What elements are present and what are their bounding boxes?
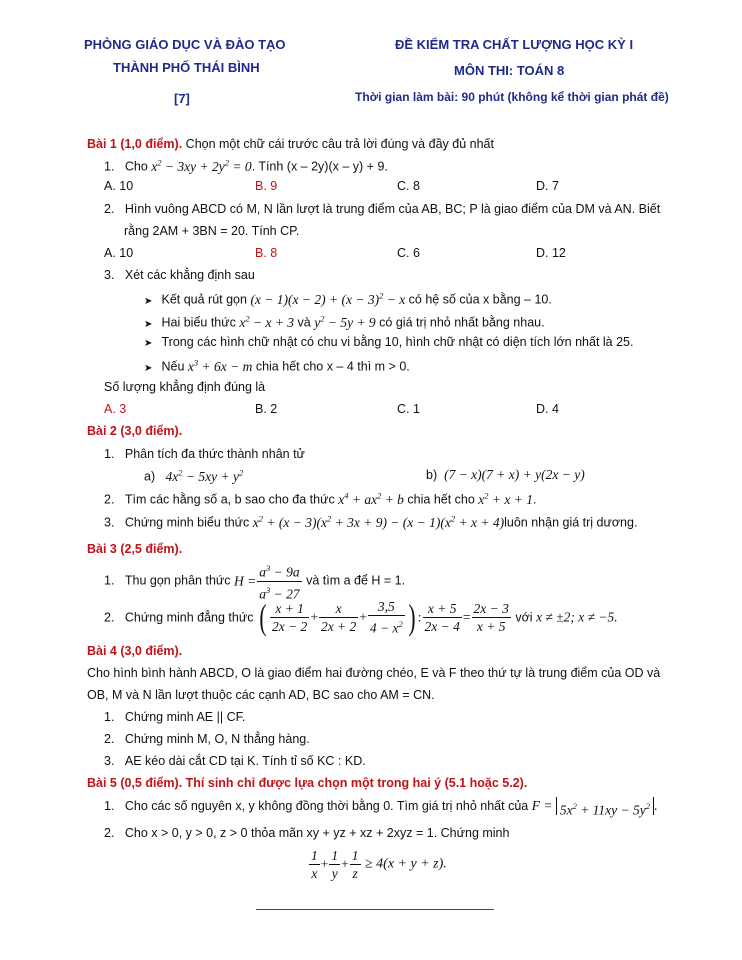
- statement-text: Trong các hình chữ nhật có chu vi bằng 10, hình chữ nhật có diện tích lớn nhất là 25.: [161, 335, 634, 349]
- bai1-q1-text-post: . Tính (x – 2y)(x – y) + 9.: [251, 159, 388, 174]
- bai1-q2-line2: rằng 2AM + 3BN = 20. Tính CP.: [124, 224, 300, 238]
- formula: $y^2 - 5y + 9$: [314, 313, 376, 330]
- statement-text-mid: và: [294, 315, 315, 330]
- formula-condition: x ≠ ±2; x ≠ −5.: [536, 609, 618, 625]
- part-label: a): [144, 469, 156, 484]
- bai3-title: Bài 3 (2,5 điểm).: [87, 542, 183, 556]
- bai2-q1-text: Phân tích đa thức thành nhân tử: [124, 447, 305, 461]
- statement-text: Kết quả rút gọn: [161, 292, 251, 307]
- header-city: THÀNH PHỐ THÁI BÌNH: [113, 60, 260, 75]
- statement-text-post: có hệ số của x bằng – 10.: [405, 292, 552, 307]
- statement-text-post: chia hết cho x – 4 thì m > 0.: [252, 359, 410, 374]
- fraction: $\frac{1}{x}$: [311, 848, 318, 881]
- question-number: 1.: [104, 710, 115, 724]
- formula: F =: [531, 798, 556, 813]
- question-number: 2.: [104, 826, 115, 840]
- formula: $x^3 + 6x - m$: [187, 357, 253, 374]
- formula: $4x^2 - 5xy + y^2$: [165, 467, 244, 484]
- fraction: $\frac{3,5}{4 - x^2}$: [369, 599, 403, 636]
- bai4-text-line2: OB, M và N lần lượt thuộc các cạnh AD, BC sao cho AM = CN.: [87, 688, 435, 702]
- formula: $x^2 + (x - 3)(x^2 + 3x + 9) - (x - 1)(x^2 + x + 4)$: [252, 513, 505, 530]
- fraction: $\frac{x + 1}{2x - 2}$: [271, 600, 308, 634]
- header-subject: MÔN THI: TOÁN 8: [454, 63, 565, 78]
- question-number: 1.: [104, 159, 115, 174]
- formula: $x^2 + x + 1$: [478, 490, 534, 507]
- bai2-title: Bài 2 (3,0 điểm).: [87, 424, 183, 438]
- bai1-q3-intro: Xét các khẳng định sau: [124, 268, 255, 282]
- bai4-q2: [104, 732, 310, 746]
- bai2-q1a: [144, 467, 243, 485]
- statement-text: Nếu: [161, 359, 188, 374]
- fraction: $\frac{a^3 - 9a}{a^3 - 27}$: [257, 560, 301, 602]
- formula: $(x - 1)(x - 2) + (x - 3)^2 - x$: [250, 290, 406, 307]
- arrow-bullet-icon: ➤: [144, 318, 153, 330]
- formula: H =: [234, 573, 257, 589]
- fraction: $\frac{2x - 3}{x + 5}$: [473, 600, 509, 634]
- statement-3: [144, 335, 633, 349]
- bai2-q1: [104, 447, 305, 461]
- bai3-q2-text: Chứng minh đẳng thức: [124, 610, 257, 625]
- question-number: 3.: [104, 515, 115, 530]
- statement-text-post: có giá trị nhỏ nhất bằng nhau.: [375, 315, 545, 330]
- formula: $x^4 + ax^2 + b$: [338, 490, 404, 507]
- question-number: 2.: [104, 492, 115, 507]
- option-a: A. 10: [104, 179, 134, 193]
- bai3-q2-with: với: [511, 610, 537, 625]
- bai4-q3: [104, 754, 366, 768]
- bai5-q2-text: Cho x > 0, y > 0, z > 0 thỏa mãn xy + yz + xz + 2xyz = 1. Chứng minh: [124, 826, 510, 840]
- bai3-q1-text: Thu gọn phân thức: [124, 573, 234, 588]
- option-b: B. 2: [255, 402, 278, 416]
- bai4-text-line1: Cho hình bình hành ABCD, O là giao điểm hai đường chéo, E và F theo thứ tự là trung điểm của OD và: [87, 666, 661, 680]
- question-number: 3.: [104, 268, 115, 282]
- question-number: 1.: [104, 799, 115, 813]
- question-number: 2.: [104, 202, 115, 216]
- option-b: B. 9: [255, 179, 278, 193]
- bai1-q2-text: Hình vuông ABCD có M, N lần lượt là trung điểm của AB, BC; P là giao điểm của DM và AN. Biết: [124, 202, 661, 216]
- option-a: A. 3: [104, 402, 127, 416]
- question-number: 2.: [104, 732, 115, 746]
- question-number: 1.: [104, 573, 115, 588]
- bottom-divider: [256, 909, 494, 910]
- bai2-q2-text-mid: chia hết cho: [403, 492, 479, 507]
- option-d: D. 12: [536, 246, 566, 260]
- bai1-q3-question: Số lượng khẳng định đúng là: [104, 380, 266, 394]
- header-exam-code: [7]: [174, 91, 190, 106]
- fraction: $\frac{x + 5}{2x - 4}$: [424, 600, 460, 634]
- bai5-q2-inequality: $\frac{1}{x}$ + $\frac{1}{y}$ + $\frac{1}{z}$ ≥ 4(x + y + z).: [311, 848, 447, 881]
- bai1-heading: [87, 137, 494, 151]
- question-number: 1.: [104, 447, 115, 461]
- arrow-bullet-icon: ➤: [144, 362, 153, 374]
- option-d: D. 7: [536, 179, 559, 193]
- formula-abs: $5x^2 + 11xy - 5y^2$: [556, 797, 654, 815]
- fraction: $\frac{1}{z}$: [351, 848, 359, 881]
- question-number: 2.: [104, 610, 115, 625]
- bai5-title: Bài 5 (0,5 điểm). Thí sinh chỉ được lựa chọn một trong hai ý (5.1 hoặc 5.2).: [87, 776, 528, 790]
- bai5-q1: 1. Cho các số nguyên x, y không đồng thời bằng 0. Tìm giá trị nhỏ nhất của $F = 5x^2 + 11xy - 5y^2$ .: [104, 798, 658, 818]
- bai4-q1-text: Chứng minh AE || CF.: [124, 710, 246, 724]
- bai3-q1: [104, 560, 405, 602]
- header-exam-title: ĐỀ KIỂM TRA CHẤT LƯỢNG HỌC KỲ I: [395, 37, 634, 52]
- arrow-bullet-icon: ➤: [144, 295, 153, 307]
- bai2-q1b: [426, 467, 585, 483]
- bai4-q3-text: AE kéo dài cắt CD tại K. Tính tỉ số KC : KD.: [124, 754, 366, 768]
- statement-2: [144, 313, 545, 331]
- formula: $x^2 - 3xy + 2y^2 = 0$: [151, 157, 252, 174]
- fraction: $\frac{1}{y}$: [331, 848, 339, 881]
- bai2-q2: [104, 490, 537, 508]
- bai2-q3: [104, 513, 637, 531]
- statement-text: Hai biểu thức: [161, 315, 240, 330]
- option-b: B. 8: [255, 246, 278, 260]
- bai2-q3-text-post: luôn nhận giá trị dương.: [504, 515, 638, 530]
- option-d: D. 4: [536, 402, 559, 416]
- bai2-q2-text: Tìm các hằng số a, b sao cho đa thức: [124, 492, 339, 507]
- paren-open: (: [259, 597, 267, 638]
- option-c: C. 1: [397, 402, 420, 416]
- bai3-q1-text-post: và tìm a để H = 1.: [302, 573, 406, 588]
- bai1-q2-line1: [104, 202, 660, 216]
- paren-close: ): [408, 597, 416, 638]
- bai1-title: Bài 1 (1,0 điểm).: [87, 137, 183, 151]
- bai1-instruction: Chọn một chữ cái trước câu trả lời đúng và đầy đủ nhất: [182, 137, 494, 151]
- statement-1: [144, 290, 552, 308]
- header-department: PHÒNG GIÁO DỤC VÀ ĐÀO TẠO: [84, 37, 286, 52]
- bai5-q2: [104, 826, 509, 840]
- bai2-q2-text-post: .: [533, 492, 537, 507]
- bai4-q1: [104, 710, 245, 724]
- option-c: C. 6: [397, 246, 420, 260]
- statement-4: [144, 357, 410, 375]
- question-number: 3.: [104, 754, 115, 768]
- bai5-q1-text: Cho các số nguyên x, y không đồng thời bằng 0. Tìm giá trị nhỏ nhất của: [124, 799, 532, 813]
- part-label: b): [426, 468, 438, 482]
- bai1-q1: [104, 157, 388, 175]
- bai4-title: Bài 4 (3,0 điểm).: [87, 644, 183, 658]
- bai1-q3: [104, 268, 255, 282]
- option-c: C. 8: [397, 179, 420, 193]
- bai4-q2-text: Chứng minh M, O, N thẳng hàng.: [124, 732, 310, 746]
- formula: (7 − x)(7 + x) + y(2x − y): [444, 467, 585, 482]
- arrow-bullet-icon: ➤: [144, 338, 153, 349]
- fraction: $\frac{x}{2x + 2}$: [320, 600, 357, 634]
- bai2-q3-text: Chứng minh biểu thức: [124, 515, 253, 530]
- bai1-q1-text: Cho: [124, 159, 152, 174]
- bai3-q2: 2. Chứng minh đẳng thức ( $\frac{x + 1}{2x - 2}$ + $\frac{x}{2x + 2}$ + $\frac{3,5}{4 - x^2}$ ) : $\frac{x + 5}{2x - 4}$ = $\frac{2x - 3}{x + 5}$ với x ≠ ±2; x ≠ −5.: [104, 597, 618, 638]
- formula: $x^2 - x + 3$: [239, 313, 295, 330]
- option-a: A. 10: [104, 246, 134, 260]
- header-duration: Thời gian làm bài: 90 phút (không kể thời gian phát đề): [355, 90, 669, 104]
